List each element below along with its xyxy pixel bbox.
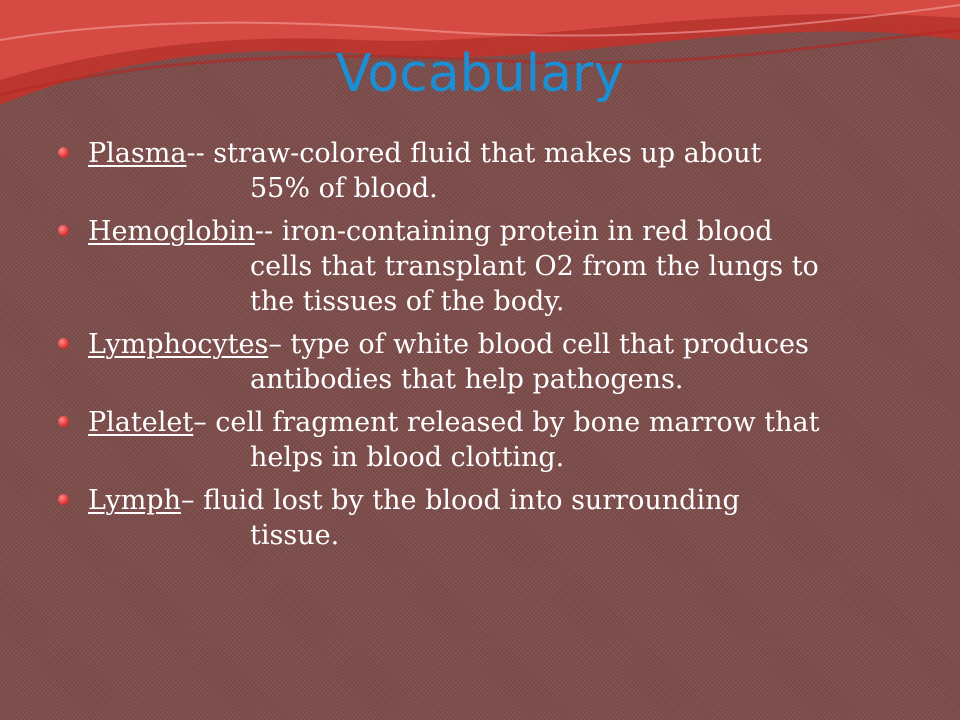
term-definition: – cell fragment released by bone marrow that: [193, 407, 820, 438]
list-item: [58, 136, 918, 206]
list-item: [58, 327, 918, 397]
term-definition: – type of white blood cell that produces: [268, 329, 809, 360]
list-item: [58, 405, 918, 475]
bullet-icon: [58, 416, 69, 427]
term-first-line: [88, 214, 918, 249]
term-continuation: tissue.: [250, 520, 340, 551]
term-continuation: the tissues of the body.: [250, 286, 565, 317]
bullet-icon: [58, 338, 69, 349]
bullet-icon: [58, 147, 69, 158]
term-first-line: [88, 405, 918, 440]
term-first-line: [88, 136, 918, 171]
term-definition: -- straw-colored fluid that makes up about: [186, 138, 762, 169]
term-continuation: helps in blood clotting.: [250, 442, 565, 473]
term-word: Lymph: [88, 485, 181, 516]
term-word: Platelet: [88, 407, 194, 438]
bullet-icon: [58, 225, 69, 236]
term-continuation: cells that transplant O2 from the lungs to: [250, 251, 819, 282]
term-continuation: 55% of blood.: [250, 173, 438, 204]
list-item: [58, 214, 918, 319]
vocabulary-list: [58, 136, 918, 561]
term-definition: -- iron-containing protein in red blood: [254, 216, 773, 247]
term-word: Plasma: [88, 138, 187, 169]
term-first-line: [88, 327, 918, 362]
slide-title: Vocabulary: [335, 44, 625, 104]
bullet-icon: [58, 494, 69, 505]
term-definition: – fluid lost by the blood into surrounding: [180, 485, 740, 516]
term-word: Lymphocytes: [88, 329, 269, 360]
term-continuation: antibodies that help pathogens.: [250, 364, 684, 395]
term-word: Hemoglobin: [88, 216, 255, 247]
term-first-line: [88, 483, 918, 518]
list-item: [58, 483, 918, 553]
